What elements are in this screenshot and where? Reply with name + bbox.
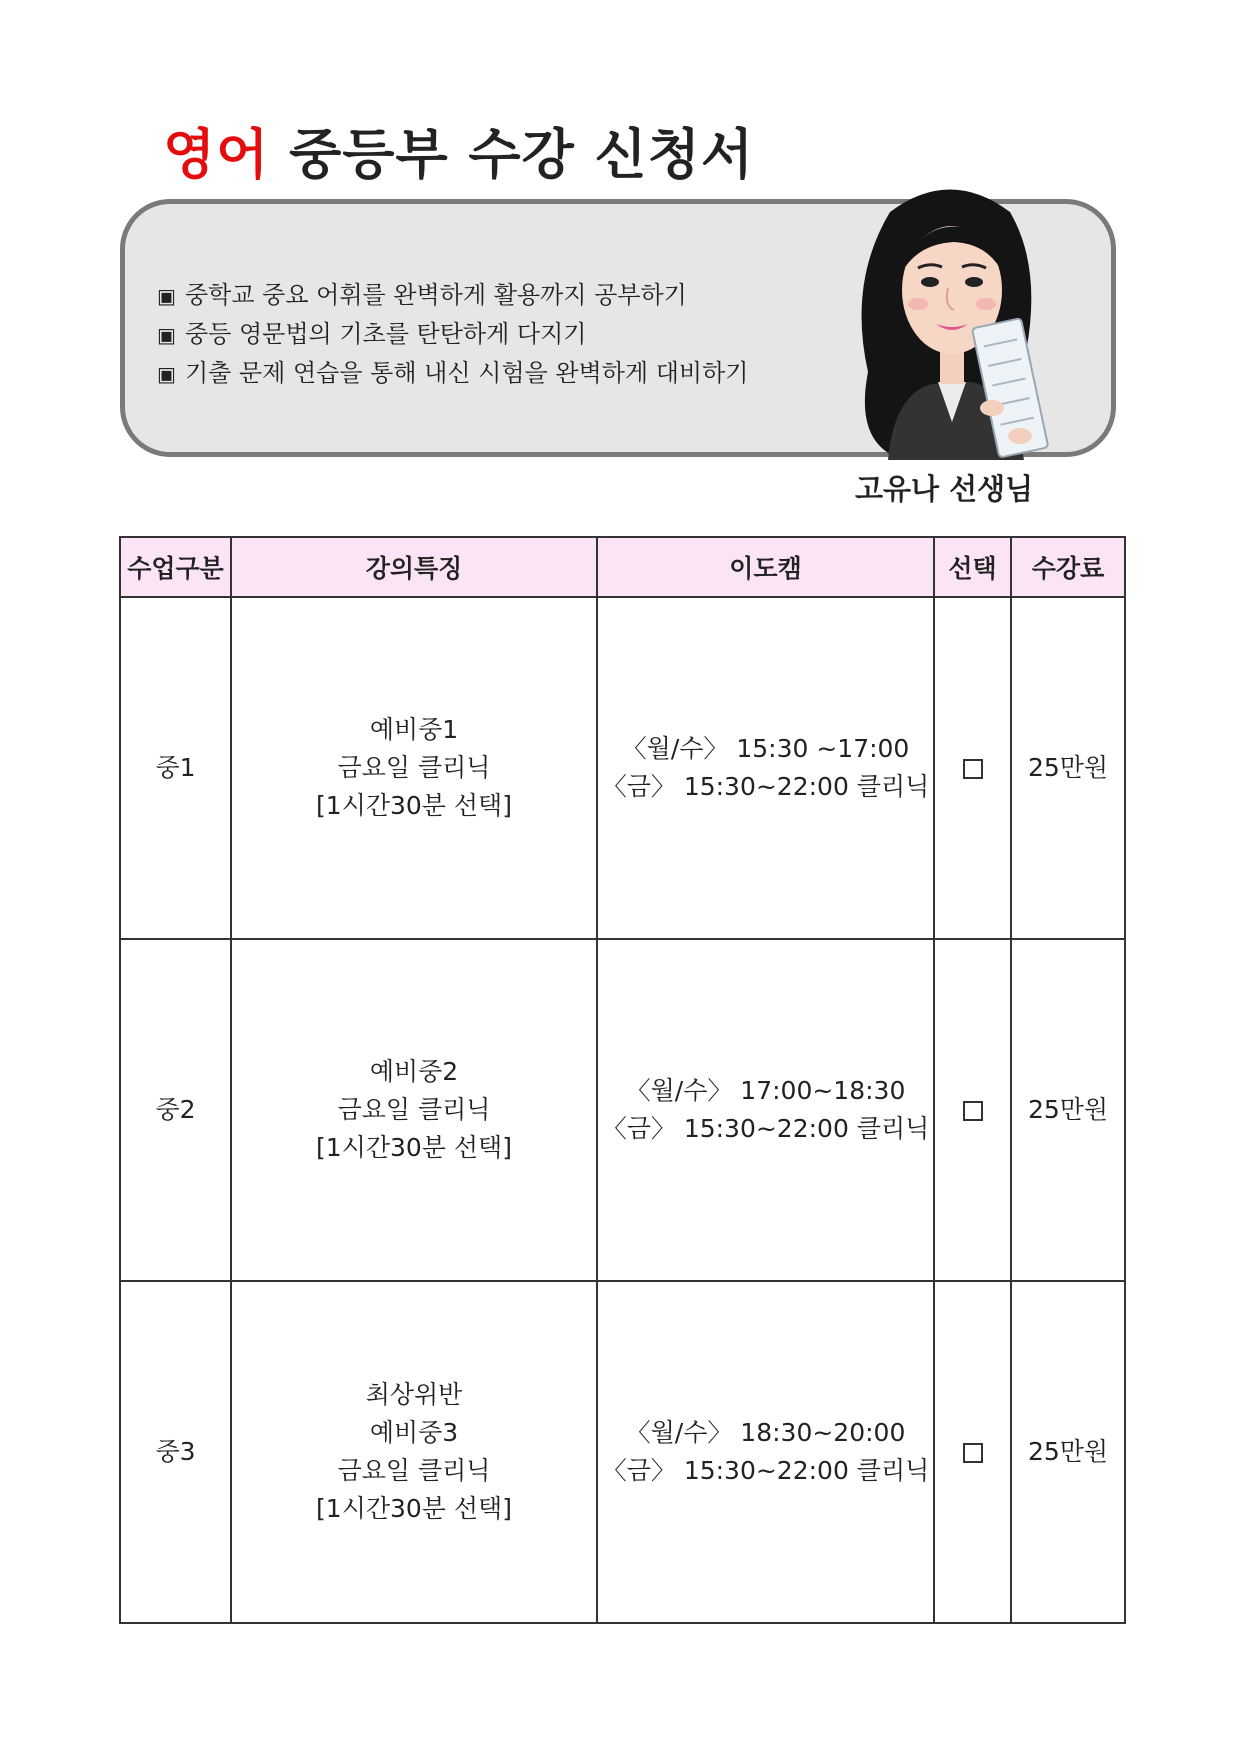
fee-cell: 25만원 [1011, 1281, 1125, 1623]
table-row [120, 597, 1125, 939]
feature-line: [1시간30분 선택] [316, 1494, 512, 1523]
schedule-line: 〈월/수〉 18:30~20:00 [625, 1418, 906, 1447]
page-title [163, 112, 754, 189]
features-cell [231, 597, 597, 939]
intro-bullet [157, 276, 748, 315]
table-header-row [120, 537, 1125, 597]
features-cell [231, 1281, 597, 1623]
title-rest: 중등부 수강 신청서 [289, 123, 755, 186]
grade-cell: 중1 [120, 597, 231, 939]
intro-bullet-text: 중학교 중요 어휘를 완벽하게 활용까지 공부하기 [185, 281, 687, 309]
select-cell [934, 1281, 1011, 1623]
select-cell [934, 597, 1011, 939]
select-checkbox[interactable] [963, 1443, 983, 1463]
select-checkbox[interactable] [963, 759, 983, 779]
schedule-line: 〈월/수〉 17:00~18:30 [625, 1076, 906, 1105]
table-row [120, 939, 1125, 1281]
square-bullet-icon: ▣ [157, 362, 176, 386]
feature-line: [1시간30분 선택] [316, 1133, 512, 1162]
intro-bullet-list [157, 276, 748, 393]
fee-cell: 25만원 [1011, 597, 1125, 939]
fee-cell: 25만원 [1011, 939, 1125, 1281]
feature-line: 예비중2 [369, 1057, 459, 1086]
schedule-cell [597, 939, 934, 1281]
feature-line: 금요일 클리닉 [337, 1456, 491, 1485]
schedule-line: 〈금〉 15:30~22:00 클리닉 [601, 1456, 930, 1485]
header-class-type: 수업구분 [120, 537, 231, 597]
course-table [119, 536, 1126, 1624]
square-bullet-icon: ▣ [157, 323, 176, 347]
teacher-name: 고유나 선생님 [855, 472, 1034, 506]
title-highlight: 영어 [163, 123, 270, 186]
grade-cell: 중2 [120, 939, 231, 1281]
table-row [120, 1281, 1125, 1623]
schedule-line: 〈금〉 15:30~22:00 클리닉 [601, 1114, 930, 1143]
feature-line: 최상위반 [365, 1380, 463, 1409]
header-features: 강의특징 [231, 537, 597, 597]
header-fee: 수강료 [1011, 537, 1125, 597]
teacher-caricature-illustration [820, 172, 1080, 460]
schedule-cell [597, 1281, 934, 1623]
header-campus-schedule: 이도캠 [597, 537, 934, 597]
intro-bullet-text: 중등 영문법의 기초를 탄탄하게 다지기 [185, 320, 587, 348]
header-select: 선택 [934, 537, 1011, 597]
features-cell [231, 939, 597, 1281]
feature-line: 예비중1 [369, 715, 459, 744]
select-cell [934, 939, 1011, 1281]
grade-cell: 중3 [120, 1281, 231, 1623]
schedule-line: 〈월/수〉 15:30 ~17:00 [621, 734, 910, 763]
intro-bullet-text: 기출 문제 연습을 통해 내신 시험을 완벽하게 대비하기 [185, 359, 749, 387]
schedule-line: 〈금〉 15:30~22:00 클리닉 [601, 772, 930, 801]
schedule-cell [597, 597, 934, 939]
feature-line: 금요일 클리닉 [337, 1095, 491, 1124]
intro-bullet [157, 315, 748, 354]
feature-line: 예비중3 [369, 1418, 459, 1447]
intro-bullet [157, 354, 748, 393]
square-bullet-icon: ▣ [157, 284, 176, 308]
select-checkbox[interactable] [963, 1101, 983, 1121]
feature-line: [1시간30분 선택] [316, 791, 512, 820]
feature-line: 금요일 클리닉 [337, 753, 491, 782]
